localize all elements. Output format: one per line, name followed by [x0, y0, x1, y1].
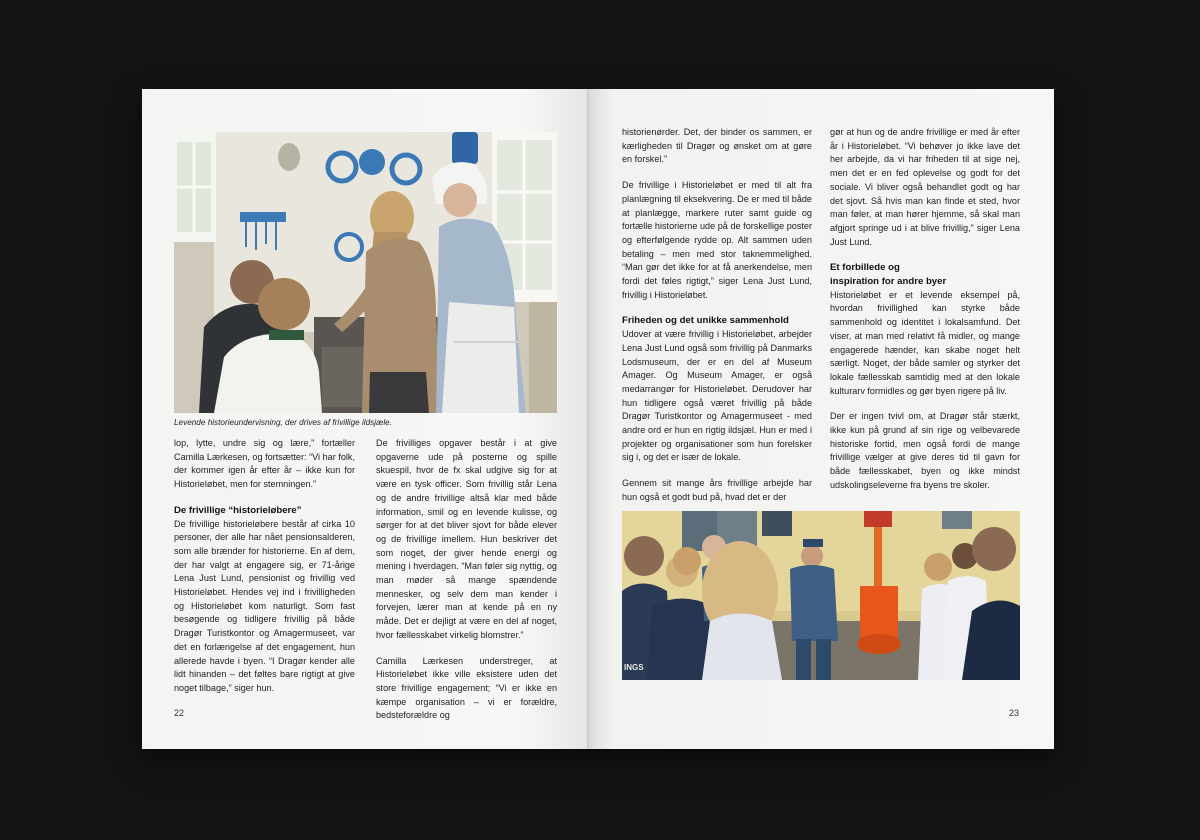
section-heading: Et forbillede og	[830, 262, 900, 274]
paragraph: Camilla Lærkesen understreger, at Historieløbet ikke ville eksistere uden det store frivillige engagement; “Vi er ikke en kæmpe organisation – vi er forældre, bedsteforældre og	[376, 655, 557, 721]
courtyard-photo	[622, 511, 1020, 680]
paragraph: De frivillige i Historieløbet er med til alt fra planlægning til eksekvering. De er med til både at planlægge, markere ruter samt guide og fortælle historierne ude på de forskellige poster og efterfølgende rydde op. Alt sammen uden betaling – men med stor taknemmelighed. “Man gør det ikke for at få anerkendelse, men fordi det føles rigtigt,” siger Lena Just Lund, frivillig i Historieløbet.	[622, 180, 812, 300]
paragraph: De frivilliges opgaver består i at give opgaverne ude på posterne og spille skuespil, hvor de fx skal udgive sig for at være en tysk officer. Som frivillig står Lena og de andre frivillige altså klar med både information, smil og en levende kulisse, og sørger for at det bliver sjovt for både elever og de frivillige imellem. Hun beskriver det som noget, der giver hende energi og mening i hverdagen. “Man føler sig nyttig, og man møder så mange spændende mennesker, og selv dem man kender i forvejen, lærer man at kende på en ny måde. Det er dejligt at være en del af noget, hvor fællesskabet virkelig blomstrer.”	[376, 438, 557, 640]
magazine-spread	[142, 89, 1054, 749]
section-heading: De frivillige “historieløbere”	[174, 504, 302, 516]
paragraph: Historieløbet er et levende eksempel på, hvordan frivillighed kan styrke både sammenhold og identitet i lokalsamfund. Det viser, at man med relativt få midler, og mange engagerede hænder, kan skabe noget helt særligt. Noget, der både samler og styrker det lokale fællesskab samtidig med at den lokale kulturarv formidles og gør byen rigere på liv.	[830, 289, 1020, 396]
page-number: 23	[1009, 708, 1020, 718]
paragraph: De frivillige historieløbere består af cirka 10 personer, der alle har nået pensionsalderen, som alle brænder for historierne. En af dem, der har valgt at engagere sig, er 71-årige Lena Just Lund, pensionist og frivillig ved Historieløbet. Hendes vej ind i frivilligheden og Historieløbet kom naturligt. Som fast besøgende og tidligere frivillig på både Dragør Turistkontor og Amagermuseet, var det en forlængelse af det engagement, hun allerede havde i byen. “I Dragør kender alle lidt hinanden – det føltes bare rigtigt at give noget tilbage,” siger hun.	[174, 518, 355, 693]
left-column-1	[174, 437, 355, 708]
right-column-2	[830, 126, 1020, 505]
section-heading: Friheden og det unikke sammenhold	[622, 315, 789, 327]
section-heading: inspiration for andre byer	[830, 276, 947, 288]
paragraph: Udover at være frivillig i Historieløbet, arbejder Lena Just Lund også som frivillig på Danmarks Lodsmuseum, der er en del af Museum Amager. Og Museum Amager, er også medarrangør for Historieløbet. Derudover har hun tidligere også været frivillig på både Dragør Turistkontor og Amagermuseet - med andre ord er hun en rigtig ildsjæl. Hun er med i projekter og organisationer som hun forelsker sig i, og det er især de lokale.	[622, 329, 812, 463]
paragraph: gør at hun og de andre frivillige er med år efter år i Historieløbet. “Vi behøver jo ikke lave det her arbejde, da vi har friheden til at sige nej, men det er en fed oplevelse og godt for det sociale. Vi bliver også behandlet godt og har det sjovt. Så hvis man kan finde et sted, hvor man føler, at man hører hjemme, så skal man afgjort springe ud i at blive frivillig,” siger Lena Just Lund.	[830, 127, 1020, 247]
photo-caption: Levende historieundervisning, der drives af frivillige ildsjæle.	[174, 418, 392, 427]
left-column-2	[376, 437, 557, 735]
kitchen-photo	[174, 132, 557, 413]
left-page	[142, 89, 589, 749]
paragraph: Gennem sit mange års frivillige arbejde har hun også et godt bud på, hvad det er der	[622, 478, 812, 502]
right-page	[589, 89, 1054, 749]
paragraph: historienørder. Det, der binder os sammen, er kærligheden til Dragør og ønsket om at gøre en forskel.”	[622, 127, 812, 165]
page-number: 22	[174, 708, 185, 718]
photo-shirt-print: INGS	[624, 663, 644, 672]
right-column-1	[622, 126, 812, 517]
paragraph: Der er ingen tvivl om, at Dragør står stærkt, ikke kun på grund af sin rige og velbevarede historiske fortid, men også fordi de mange frivillige vælger at give deres tid til gavn for både fællesskabet, byen og ikke mindst udskolingseleverne fra byens tre skoler.	[830, 411, 1020, 490]
paragraph: lop, lytte, undre sig og lære,” fortæller Camilla Lærkesen, og fortsætter: “Vi har folk, der kommer igen år efter år – ikke kun for Historieløbet, men for stemningen.”	[174, 438, 355, 490]
